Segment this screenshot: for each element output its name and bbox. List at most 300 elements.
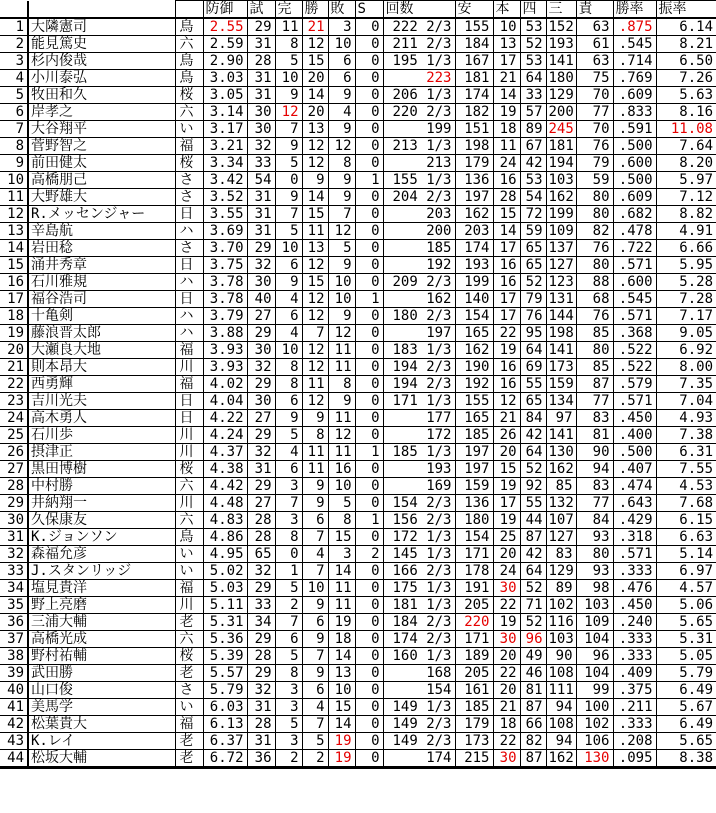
cell-h: 198 xyxy=(455,138,493,155)
cell-so: 200 xyxy=(546,104,576,121)
cell-wpct: .333 xyxy=(613,631,656,648)
cell-sv: 0 xyxy=(355,138,383,155)
cell-h: 165 xyxy=(455,410,493,427)
cell-l: 8 xyxy=(328,155,355,172)
cell-ip: 154 xyxy=(383,682,455,699)
cell-ip: 200 xyxy=(383,223,455,240)
cell-name: 菅野智之 xyxy=(28,138,175,155)
cell-g: 29 xyxy=(247,240,275,257)
cell-krate: 8.82 xyxy=(656,206,716,223)
cell-name: 藤浪晋太郎 xyxy=(28,325,175,342)
cell-team: 老 xyxy=(175,733,203,750)
cell-bb: 53 xyxy=(520,18,546,36)
cell-w: 12 xyxy=(302,393,328,410)
table-row xyxy=(0,172,716,189)
header-cell-g: 試 xyxy=(247,1,275,19)
cell-team: 川 xyxy=(175,359,203,376)
cell-er: 84 xyxy=(576,512,613,529)
cell-sv: 0 xyxy=(355,342,383,359)
cell-sv: 0 xyxy=(355,682,383,699)
cell-h: 140 xyxy=(455,291,493,308)
cell-krate: 7.12 xyxy=(656,189,716,206)
cell-bb: 64 xyxy=(520,70,546,87)
cell-krate: 7.26 xyxy=(656,70,716,87)
cell-wpct: .450 xyxy=(613,410,656,427)
cell-w: 6 xyxy=(302,682,328,699)
cell-sv: 0 xyxy=(355,614,383,631)
cell-team: 日 xyxy=(175,393,203,410)
cell-so: 111 xyxy=(546,682,576,699)
cell-era: 4.24 xyxy=(203,427,247,444)
cell-era: 3.78 xyxy=(203,274,247,291)
cell-g: 29 xyxy=(247,665,275,682)
cell-rank: 39 xyxy=(0,665,28,682)
table-row xyxy=(0,750,716,768)
cell-hr: 17 xyxy=(493,495,520,512)
cell-h: 136 xyxy=(455,172,493,189)
cell-team: 六 xyxy=(175,478,203,495)
table-row xyxy=(0,648,716,665)
cell-g: 33 xyxy=(247,597,275,614)
cell-name: 大野雄大 xyxy=(28,189,175,206)
cell-wpct: .429 xyxy=(613,512,656,529)
cell-bb: 79 xyxy=(520,291,546,308)
cell-era: 3.21 xyxy=(203,138,247,155)
cell-wpct: .407 xyxy=(613,461,656,478)
cell-ip: 211 2/3 xyxy=(383,36,455,53)
cell-krate: 6.49 xyxy=(656,682,716,699)
cell-l: 10 xyxy=(328,274,355,291)
cell-team: 福 xyxy=(175,376,203,393)
cell-team: 日 xyxy=(175,257,203,274)
cell-cg: 5 xyxy=(275,580,302,597)
cell-rank: 14 xyxy=(0,240,28,257)
cell-name: J.スタンリッジ xyxy=(28,563,175,580)
cell-wpct: .095 xyxy=(613,750,656,768)
cell-g: 31 xyxy=(247,70,275,87)
cell-ip: 184 2/3 xyxy=(383,614,455,631)
cell-er: 100 xyxy=(576,699,613,716)
cell-cg: 8 xyxy=(275,359,302,376)
cell-rank: 40 xyxy=(0,682,28,699)
cell-w: 6 xyxy=(302,614,328,631)
cell-h: 154 xyxy=(455,529,493,546)
cell-bb: 64 xyxy=(520,444,546,461)
cell-wpct: .609 xyxy=(613,189,656,206)
cell-l: 8 xyxy=(328,376,355,393)
cell-w: 7 xyxy=(302,529,328,546)
cell-hr: 18 xyxy=(493,716,520,733)
cell-l: 6 xyxy=(328,70,355,87)
cell-w: 4 xyxy=(302,699,328,716)
cell-l: 8 xyxy=(328,512,355,529)
cell-h: 171 xyxy=(455,631,493,648)
cell-wpct: .476 xyxy=(613,580,656,597)
cell-h: 162 xyxy=(455,342,493,359)
cell-bb: 95 xyxy=(520,325,546,342)
cell-hr: 18 xyxy=(493,121,520,138)
cell-ip: 149 1/3 xyxy=(383,699,455,716)
cell-team: 桜 xyxy=(175,155,203,172)
cell-team: 老 xyxy=(175,614,203,631)
cell-name: 前田健太 xyxy=(28,155,175,172)
cell-g: 31 xyxy=(247,733,275,750)
cell-ip: 174 2/3 xyxy=(383,631,455,648)
cell-team: さ xyxy=(175,682,203,699)
cell-hr: 16 xyxy=(493,376,520,393)
cell-era: 3.42 xyxy=(203,172,247,189)
cell-g: 28 xyxy=(247,716,275,733)
cell-ip: 149 2/3 xyxy=(383,733,455,750)
cell-hr: 13 xyxy=(493,36,520,53)
cell-era: 5.79 xyxy=(203,682,247,699)
cell-h: 184 xyxy=(455,36,493,53)
cell-ip: 181 1/3 xyxy=(383,597,455,614)
cell-h: 179 xyxy=(455,716,493,733)
cell-w: 9 xyxy=(302,495,328,512)
cell-wpct: .571 xyxy=(613,546,656,563)
cell-hr: 15 xyxy=(493,461,520,478)
cell-ip: 177 xyxy=(383,410,455,427)
cell-l: 11 xyxy=(328,597,355,614)
cell-w: 12 xyxy=(302,291,328,308)
cell-so: 141 xyxy=(546,427,576,444)
cell-l: 11 xyxy=(328,342,355,359)
cell-h: 215 xyxy=(455,750,493,768)
cell-w: 5 xyxy=(302,733,328,750)
cell-rank: 27 xyxy=(0,461,28,478)
cell-team: さ xyxy=(175,240,203,257)
cell-so: 194 xyxy=(546,155,576,172)
table-row xyxy=(0,461,716,478)
cell-g: 54 xyxy=(247,172,275,189)
cell-era: 3.79 xyxy=(203,308,247,325)
cell-wpct: .400 xyxy=(613,427,656,444)
cell-w: 15 xyxy=(302,53,328,70)
cell-ip: 155 1/3 xyxy=(383,172,455,189)
cell-er: 98 xyxy=(576,580,613,597)
cell-team: 鳥 xyxy=(175,70,203,87)
cell-bb: 59 xyxy=(520,223,546,240)
cell-ip: 213 xyxy=(383,155,455,172)
cell-er: 85 xyxy=(576,359,613,376)
cell-er: 80 xyxy=(576,206,613,223)
cell-rank: 26 xyxy=(0,444,28,461)
cell-w: 20 xyxy=(302,104,328,121)
table-row xyxy=(0,138,716,155)
cell-h: 203 xyxy=(455,223,493,240)
cell-w: 14 xyxy=(302,189,328,206)
cell-l: 12 xyxy=(328,223,355,240)
cell-er: 102 xyxy=(576,716,613,733)
cell-hr: 19 xyxy=(493,104,520,121)
cell-bb: 52 xyxy=(520,274,546,291)
cell-team: 福 xyxy=(175,716,203,733)
cell-bb: 44 xyxy=(520,512,546,529)
cell-wpct: .714 xyxy=(613,53,656,70)
cell-l: 14 xyxy=(328,648,355,665)
cell-rank: 1 xyxy=(0,18,28,36)
cell-sv: 0 xyxy=(355,53,383,70)
table-body xyxy=(0,18,716,768)
cell-name: 三浦大輔 xyxy=(28,614,175,631)
cell-cg: 10 xyxy=(275,70,302,87)
cell-l: 9 xyxy=(328,308,355,325)
cell-bb: 55 xyxy=(520,376,546,393)
table-row xyxy=(0,512,716,529)
cell-bb: 69 xyxy=(520,359,546,376)
header-cell-h: 安 xyxy=(455,1,493,19)
cell-er: 80 xyxy=(576,546,613,563)
cell-er: 70 xyxy=(576,121,613,138)
table-row xyxy=(0,478,716,495)
cell-hr: 25 xyxy=(493,529,520,546)
cell-hr: 14 xyxy=(493,87,520,104)
table-row xyxy=(0,444,716,461)
cell-l: 10 xyxy=(328,291,355,308)
cell-w: 4 xyxy=(302,546,328,563)
cell-krate: 4.57 xyxy=(656,580,716,597)
table-row xyxy=(0,529,716,546)
table-row xyxy=(0,699,716,716)
cell-team: 老 xyxy=(175,665,203,682)
cell-name: 辛島航 xyxy=(28,223,175,240)
cell-era: 5.11 xyxy=(203,597,247,614)
table-row xyxy=(0,104,716,121)
table-row xyxy=(0,291,716,308)
cell-hr: 16 xyxy=(493,274,520,291)
cell-cg: 3 xyxy=(275,699,302,716)
cell-sv: 0 xyxy=(355,410,383,427)
table-row xyxy=(0,410,716,427)
cell-wpct: .875 xyxy=(613,18,656,36)
cell-era: 4.95 xyxy=(203,546,247,563)
cell-w: 11 xyxy=(302,461,328,478)
cell-g: 32 xyxy=(247,563,275,580)
cell-name: 涌井秀章 xyxy=(28,257,175,274)
cell-wpct: .591 xyxy=(613,121,656,138)
cell-name: 西勇輝 xyxy=(28,376,175,393)
cell-h: 161 xyxy=(455,682,493,699)
cell-l: 10 xyxy=(328,682,355,699)
cell-g: 27 xyxy=(247,410,275,427)
cell-so: 103 xyxy=(546,172,576,189)
cell-bb: 52 xyxy=(520,580,546,597)
cell-rank: 41 xyxy=(0,699,28,716)
cell-wpct: .722 xyxy=(613,240,656,257)
cell-sv: 0 xyxy=(355,699,383,716)
cell-ip: 183 1/3 xyxy=(383,342,455,359)
cell-wpct: .522 xyxy=(613,342,656,359)
cell-krate: 8.00 xyxy=(656,359,716,376)
cell-team: さ xyxy=(175,172,203,189)
table-row xyxy=(0,580,716,597)
cell-ip: 166 2/3 xyxy=(383,563,455,580)
cell-l: 9 xyxy=(328,393,355,410)
cell-era: 3.17 xyxy=(203,121,247,138)
cell-cg: 3 xyxy=(275,512,302,529)
table-row xyxy=(0,257,716,274)
cell-bb: 65 xyxy=(520,393,546,410)
cell-sv: 1 xyxy=(355,444,383,461)
cell-sv: 0 xyxy=(355,325,383,342)
cell-so: 144 xyxy=(546,308,576,325)
cell-hr: 22 xyxy=(493,733,520,750)
cell-w: 9 xyxy=(302,631,328,648)
cell-era: 4.48 xyxy=(203,495,247,512)
cell-cg: 6 xyxy=(275,308,302,325)
cell-wpct: .318 xyxy=(613,529,656,546)
cell-h: 180 xyxy=(455,512,493,529)
cell-hr: 17 xyxy=(493,240,520,257)
cell-rank: 34 xyxy=(0,580,28,597)
cell-er: 93 xyxy=(576,563,613,580)
cell-so: 129 xyxy=(546,563,576,580)
cell-krate: 5.63 xyxy=(656,87,716,104)
cell-krate: 6.14 xyxy=(656,18,716,36)
cell-h: 197 xyxy=(455,461,493,478)
cell-g: 32 xyxy=(247,138,275,155)
cell-rank: 7 xyxy=(0,121,28,138)
cell-era: 4.42 xyxy=(203,478,247,495)
cell-g: 34 xyxy=(247,614,275,631)
cell-krate: 8.21 xyxy=(656,36,716,53)
cell-l: 12 xyxy=(328,325,355,342)
cell-wpct: .600 xyxy=(613,155,656,172)
cell-name: 大隣憲司 xyxy=(28,18,175,36)
cell-l: 3 xyxy=(328,546,355,563)
cell-wpct: .579 xyxy=(613,376,656,393)
cell-h: 178 xyxy=(455,563,493,580)
cell-hr: 21 xyxy=(493,699,520,716)
cell-ip: 172 xyxy=(383,427,455,444)
table-row xyxy=(0,495,716,512)
cell-wpct: .500 xyxy=(613,172,656,189)
cell-ip: 203 xyxy=(383,206,455,223)
cell-l: 16 xyxy=(328,461,355,478)
header-cell-ip: 回数 xyxy=(383,1,455,19)
cell-ip: 209 2/3 xyxy=(383,274,455,291)
cell-w: 11 xyxy=(302,444,328,461)
cell-name: 大谷翔平 xyxy=(28,121,175,138)
cell-w: 8 xyxy=(302,427,328,444)
cell-cg: 7 xyxy=(275,121,302,138)
cell-er: 61 xyxy=(576,36,613,53)
cell-sv: 0 xyxy=(355,189,383,206)
cell-rank: 23 xyxy=(0,393,28,410)
cell-krate: 6.31 xyxy=(656,444,716,461)
cell-wpct: .211 xyxy=(613,699,656,716)
cell-krate: 7.68 xyxy=(656,495,716,512)
cell-name: 岸孝之 xyxy=(28,104,175,121)
cell-er: 68 xyxy=(576,291,613,308)
cell-g: 31 xyxy=(247,699,275,716)
cell-team: 日 xyxy=(175,206,203,223)
cell-krate: 4.93 xyxy=(656,410,716,427)
cell-sv: 0 xyxy=(355,427,383,444)
cell-so: 97 xyxy=(546,410,576,427)
cell-sv: 0 xyxy=(355,529,383,546)
cell-rank: 42 xyxy=(0,716,28,733)
table-row xyxy=(0,70,716,87)
cell-ip: 185 xyxy=(383,240,455,257)
cell-w: 6 xyxy=(302,512,328,529)
cell-krate: 8.16 xyxy=(656,104,716,121)
cell-so: 198 xyxy=(546,325,576,342)
cell-er: 70 xyxy=(576,87,613,104)
cell-team: 桜 xyxy=(175,87,203,104)
cell-team: い xyxy=(175,546,203,563)
cell-name: 石川歩 xyxy=(28,427,175,444)
cell-krate: 9.05 xyxy=(656,325,716,342)
cell-krate: 6.63 xyxy=(656,529,716,546)
cell-so: 180 xyxy=(546,70,576,87)
cell-so: 199 xyxy=(546,206,576,223)
cell-so: 108 xyxy=(546,665,576,682)
cell-rank: 21 xyxy=(0,359,28,376)
cell-wpct: .571 xyxy=(613,308,656,325)
cell-l: 5 xyxy=(328,240,355,257)
cell-wpct: .409 xyxy=(613,665,656,682)
cell-ip: 154 2/3 xyxy=(383,495,455,512)
cell-name: 山口俊 xyxy=(28,682,175,699)
cell-rank: 18 xyxy=(0,308,28,325)
cell-g: 28 xyxy=(247,648,275,665)
cell-cg: 0 xyxy=(275,172,302,189)
cell-bb: 52 xyxy=(520,36,546,53)
header-cell-cg: 完 xyxy=(275,1,302,19)
cell-g: 31 xyxy=(247,223,275,240)
cell-w: 9 xyxy=(302,172,328,189)
cell-so: 89 xyxy=(546,580,576,597)
cell-rank: 5 xyxy=(0,87,28,104)
cell-so: 83 xyxy=(546,546,576,563)
cell-h: 136 xyxy=(455,495,493,512)
cell-rank: 9 xyxy=(0,155,28,172)
cell-era: 6.37 xyxy=(203,733,247,750)
cell-so: 94 xyxy=(546,733,576,750)
cell-era: 5.57 xyxy=(203,665,247,682)
cell-cg: 9 xyxy=(275,87,302,104)
cell-h: 220 xyxy=(455,614,493,631)
cell-l: 12 xyxy=(328,138,355,155)
cell-sv: 0 xyxy=(355,36,383,53)
cell-g: 31 xyxy=(247,189,275,206)
cell-cg: 10 xyxy=(275,240,302,257)
cell-er: 59 xyxy=(576,172,613,189)
cell-wpct: .474 xyxy=(613,478,656,495)
table-row xyxy=(0,342,716,359)
cell-bb: 72 xyxy=(520,206,546,223)
cell-hr: 19 xyxy=(493,614,520,631)
cell-name: 武田勝 xyxy=(28,665,175,682)
cell-ip: 169 xyxy=(383,478,455,495)
cell-so: 181 xyxy=(546,138,576,155)
table-row xyxy=(0,87,716,104)
cell-ip: 180 2/3 xyxy=(383,308,455,325)
cell-name: 野上亮磨 xyxy=(28,597,175,614)
cell-era: 3.55 xyxy=(203,206,247,223)
cell-rank: 11 xyxy=(0,189,28,206)
cell-cg: 12 xyxy=(275,104,302,121)
cell-so: 103 xyxy=(546,631,576,648)
cell-w: 10 xyxy=(302,580,328,597)
cell-sv: 0 xyxy=(355,376,383,393)
cell-l: 6 xyxy=(328,53,355,70)
cell-hr: 17 xyxy=(493,53,520,70)
cell-hr: 11 xyxy=(493,138,520,155)
cell-rank: 17 xyxy=(0,291,28,308)
